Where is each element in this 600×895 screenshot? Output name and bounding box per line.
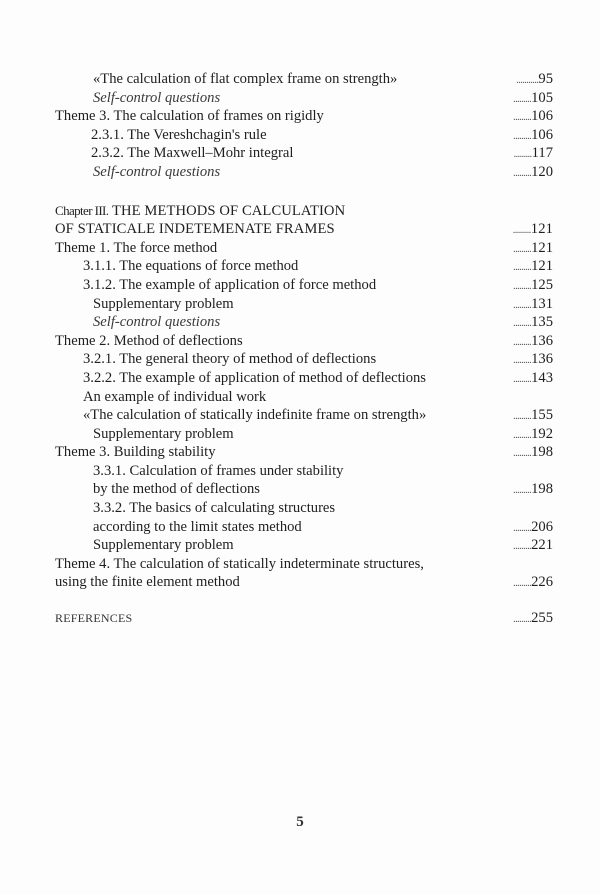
- toc-entry: [55, 536, 553, 555]
- toc-entry: [55, 499, 553, 518]
- page-number-ref: 255: [531, 610, 553, 627]
- page-number-ref: 198: [531, 444, 553, 461]
- toc-entry-title: using the finite element method: [55, 574, 240, 591]
- page-number-ref: 155: [531, 407, 553, 424]
- leader-dots: .........: [513, 262, 532, 274]
- toc-entry-page-ref: [513, 257, 553, 278]
- toc-entry-title: Supplementary problem: [93, 295, 234, 312]
- page-footer-number: 5: [296, 814, 304, 830]
- toc-entry-page-ref: [513, 126, 553, 147]
- leader-dots: .........: [513, 522, 532, 534]
- page-number-ref: 206: [531, 518, 553, 535]
- page-number-ref: 143: [531, 369, 553, 386]
- leader-dots: .........: [512, 225, 531, 237]
- toc-entry: [55, 388, 553, 407]
- leader-dots: .........: [513, 429, 532, 441]
- leader-dots: .........: [513, 167, 532, 179]
- toc-entry-title: by the method of deflections: [93, 481, 260, 498]
- toc-chapter-heading-line2: [55, 220, 553, 239]
- page-number-ref: 125: [531, 276, 553, 293]
- leader-dots: .........: [513, 485, 532, 497]
- leader-dots: .........: [513, 614, 532, 626]
- toc-entry: [55, 163, 553, 182]
- toc-entry-page-ref: [513, 163, 553, 184]
- toc-entry-title: according to the limit states method: [93, 518, 302, 535]
- toc-entry: [55, 107, 553, 126]
- toc-entry: [55, 70, 553, 89]
- toc-entry-page-ref: [513, 518, 553, 539]
- chapter-title-line1: [55, 202, 345, 221]
- page-number-ref: 136: [531, 351, 553, 368]
- leader-dots: .........: [513, 411, 532, 423]
- toc-entry-title: Self-control questions: [93, 314, 221, 331]
- toc-entry-page-ref: [514, 144, 553, 165]
- toc-entry-page-ref: [513, 89, 553, 110]
- toc-entry-title: Theme 4. The calculation of statically indeterminate structures,: [55, 555, 424, 572]
- toc-chapter-heading-line1: [55, 202, 553, 221]
- toc-entry-page-ref: [513, 406, 553, 427]
- toc-entry: [55, 295, 553, 314]
- toc-entry-page-ref: [513, 480, 553, 501]
- page-number-ref: 136: [531, 332, 553, 349]
- page-number-ref: 117: [531, 145, 553, 162]
- leader-dots: .........: [513, 448, 532, 460]
- chapter-title-line2: OF STATICALE INDETEMENATE FRAMES: [55, 221, 335, 238]
- toc-entry-title: An example of individual work: [83, 388, 267, 405]
- leader-dots: .........: [513, 280, 532, 292]
- toc-entry-title: 3.3.2. The basics of calculating structures: [93, 500, 336, 517]
- toc-entry-page-ref: [513, 239, 553, 260]
- toc-entry-page-ref: [513, 573, 553, 594]
- leader-dots: .........: [513, 336, 532, 348]
- toc-entry: [55, 518, 553, 537]
- page-number-ref: 192: [531, 425, 553, 442]
- page-number-ref: 221: [531, 537, 553, 554]
- page-number-ref: 106: [531, 108, 553, 125]
- page-number-ref: 105: [531, 89, 553, 106]
- toc-entry: [55, 555, 553, 574]
- toc-entry-page-ref: [513, 350, 553, 371]
- page-number-ref: 95: [538, 71, 553, 87]
- toc-entry-title: 3.3.1. Calculation of frames under stability: [93, 462, 344, 479]
- toc-entry-page-ref: [513, 332, 553, 353]
- toc-entry: [55, 239, 553, 258]
- toc-entry-title: 3.1.1. The equations of force method: [83, 258, 299, 275]
- toc-entry-page-ref: [513, 369, 553, 390]
- references-page-ref: [513, 609, 553, 630]
- toc-entry-page-ref: [513, 276, 553, 297]
- toc-entry-title: Self-control questions: [93, 163, 221, 180]
- toc-entry-title: «The calculation of statically indefinite frame on strength»: [83, 407, 427, 424]
- leader-dots: .........: [513, 541, 532, 553]
- page-number-ref: 121: [531, 258, 553, 275]
- leader-dots: .........: [513, 93, 532, 105]
- toc-entry: [55, 406, 553, 425]
- toc-entry: [55, 369, 553, 388]
- toc-entry: [55, 257, 553, 276]
- toc-entry-title: 3.2.1. The general theory of method of deflections: [83, 351, 377, 368]
- toc-entry: [55, 350, 553, 369]
- toc-entry-title: Theme 2. Method of deflections: [55, 332, 243, 349]
- page-number-ref: 135: [531, 314, 553, 331]
- toc-entry: [55, 480, 553, 499]
- toc-entry-page-ref: [513, 107, 553, 128]
- toc-entry-title: Theme 3. Building stability: [55, 444, 216, 461]
- toc-entry: [55, 126, 553, 145]
- leader-dots: .........: [513, 578, 532, 590]
- leader-dots: .........: [513, 355, 532, 367]
- leader-dots: .........: [513, 130, 532, 142]
- toc-entry: [55, 462, 553, 481]
- toc-entry-title: 2.3.1. The Vereshchagin's rule: [91, 126, 267, 143]
- leader-dots: .........: [513, 243, 532, 255]
- toc-entry: [55, 573, 553, 592]
- page-number-ref: 131: [531, 295, 553, 312]
- toc-entry-page-ref: [513, 425, 553, 446]
- toc-entry: [55, 332, 553, 351]
- chapter-page-ref: [513, 220, 553, 241]
- toc-references: [55, 609, 553, 628]
- references-title: REFERENCES: [55, 611, 133, 626]
- toc-entry: [55, 313, 553, 332]
- toc-entry-title: 3.1.2. The example of application of force method: [83, 276, 377, 293]
- toc-entry: [55, 276, 553, 295]
- toc-entry-title: 3.2.2. The example of application of method of deflections: [83, 369, 426, 386]
- toc-entry-page-ref: [513, 536, 553, 557]
- toc-entry-title: «The calculation of flat complex frame on strength»: [93, 71, 398, 87]
- leader-dots: .........: [513, 318, 532, 330]
- toc-entry-title: Theme 1. The force method: [55, 239, 218, 256]
- toc-entry: [55, 144, 553, 163]
- toc-section-chapter3: [55, 239, 553, 592]
- page-number-ref: 226: [531, 574, 553, 591]
- leader-dots: .........: [513, 299, 532, 311]
- leader-dots: .........: [513, 149, 532, 161]
- leader-dots: ...........: [516, 75, 539, 86]
- page-number-ref: 120: [531, 163, 553, 180]
- leader-dots: .........: [513, 373, 532, 385]
- table-of-contents: [55, 70, 553, 628]
- toc-entry: [55, 425, 553, 444]
- toc-entry-page-ref: [513, 313, 553, 334]
- toc-entry-page-ref: [513, 443, 553, 464]
- page-number-ref: 121: [531, 239, 553, 256]
- toc-entry-page-ref: [513, 295, 553, 316]
- toc-entry-title: 2.3.2. The Maxwell–Mohr integral: [91, 145, 294, 162]
- leader-dots: .........: [513, 112, 532, 124]
- toc-entry: [55, 89, 553, 108]
- toc-entry: [55, 443, 553, 462]
- chapter-prefix: Chapter III.: [55, 202, 109, 218]
- toc-entry-title: Self-control questions: [93, 89, 221, 106]
- toc-entry-title: Supplementary problem: [93, 425, 234, 442]
- page-number-ref: 198: [531, 481, 553, 498]
- toc-entry-page-ref: [516, 70, 553, 91]
- page-number-ref: 106: [531, 126, 553, 143]
- chapter-title-text-1: THE METHODS OF CALCULATION: [111, 202, 346, 219]
- toc-entry-title: Supplementary problem: [93, 537, 234, 554]
- toc-section-chapter2-tail: [55, 70, 553, 182]
- page-number-ref: 121: [530, 221, 553, 238]
- toc-entry-title: Theme 3. The calculation of frames on rigidly: [55, 108, 324, 125]
